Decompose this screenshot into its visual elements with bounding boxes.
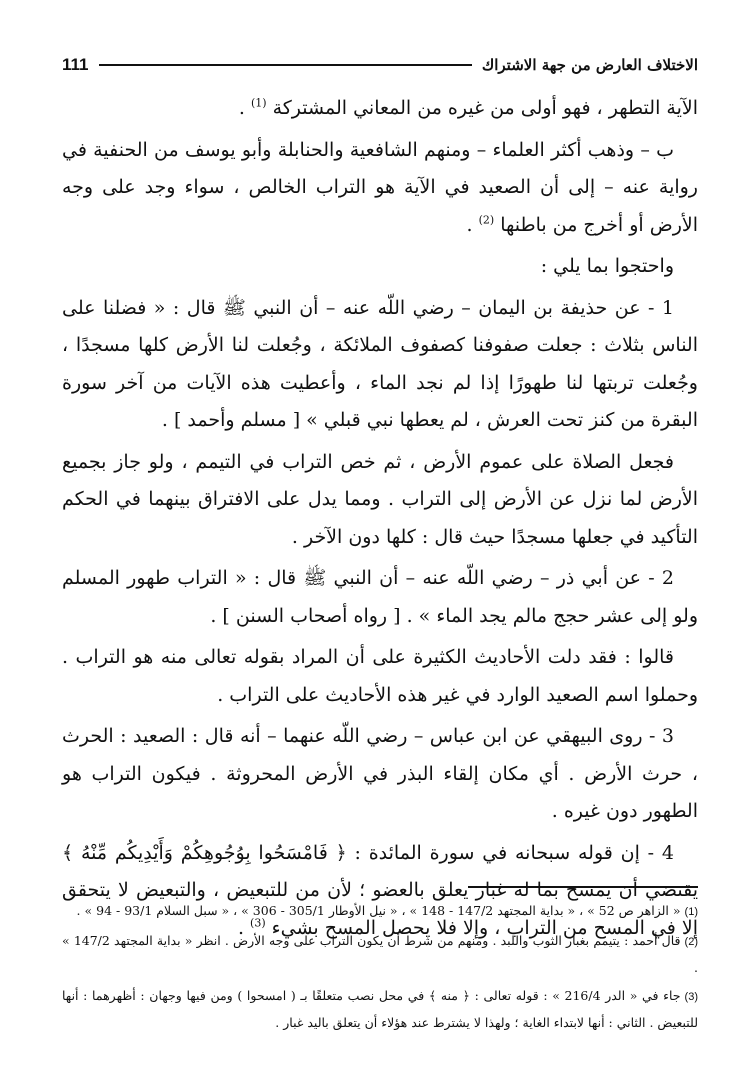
paragraph: 3 - روى البيهقي عن ابن عباس – رضي اللّه عنهما – أنه قال : الصعيد : الحرث ، حرث الأرض . أي مكان إلقاء البذر في الأرض المحروثة . فيكون التراب هو الطهور دون غيره . [62, 725, 698, 822]
paragraph: ب – وذهب أكثر العلماء – ومنهم الشافعية والحنابلة وأبو يوسف من الحنفية في رواية عنه – إلى أن الصعيد في الآية هو التراب الخالص ، سواء وجد على وجه الأرض أو أخرج من باطنها $^{(2)}$ . [62, 138, 698, 236]
paragraph: 2 - عن أبي ذر – رضي اللّه عنه – أن النبي ﷺ قال : « التراب طهور المسلم ولو إلى عشر حجج مالم يجد الماء » . [ رواه أصحاب السنن ] . [62, 567, 698, 627]
footnote: (2)قال أحمد : يتيمم بغبار الثوب واللبد . ومنهم من شرط أن يكون التراب على وجه الأرض . انظر « بداية المجتهد 147/2 » . [62, 933, 698, 975]
footnotes [62, 898, 698, 1038]
footnote-ref: (3) [250, 916, 266, 930]
running-title: الاختلاف العارض من جهة الاشتراك [481, 56, 698, 74]
running-header [62, 48, 698, 82]
footnote-ref: (2) [478, 213, 495, 227]
paragraph: 4 - إن قوله سبحانه في سورة المائدة : ﴿ فَامْسَحُوا بِوُجُوهِكُمْ وَأَيْدِيكُم مِّنْهُ ﴾ يقتضي أن يمسح بما له غبار يعلق بالعضو ؛ لأن من للتبعيض ، والتبعيض لا يتحقق إلا في المسح من التراب ، وإلا فلا يحصل المسح بشيء $^{(3)}$ . [62, 841, 698, 939]
paragraph: قالوا : فقد دلت الأحاديث الكثيرة على أن المراد بقوله تعالى منه هو التراب . وحملوا اسم الصعيد الوارد في غير هذه الأحاديث على التراب . [62, 646, 698, 706]
header-rule [99, 64, 472, 66]
footnote-divider [468, 886, 698, 888]
paragraph: 1 - عن حذيفة بن اليمان – رضي اللّه عنه – أن النبي ﷺ قال : « فضلنا على الناس بثلاث : جعلت صفوفنا كصفوف الملائكة ، وجُعلت لنا الأرض كلها مسجدًا ، وجُعلت تربتها لنا طهورًا إذا لم نجد الماء ، وأعطيت هذه الآيات من آخر سورة البقرة من كنز تحت العرش ، لم يعطها نبي قبلي » [ مسلم وأحمد ] . [62, 296, 698, 431]
book-page [62, 48, 698, 951]
paragraph: واحتجوا بما يلي : [540, 255, 674, 277]
body-text [62, 90, 698, 947]
paragraph: الآية التطهر ، فهو أولى من غيره من المعاني المشتركة $^{(1)}$ . [238, 96, 698, 119]
footnote: (3)جاء في « الدر 216/4 » : قوله تعالى : ﴿ منه ﴾ في محل نصب متعلقًا بـ ( امسحوا ) ومن فيها وجهان : أظهرهما : أنها للتبعيض . الثاني : أنها لابتداء الغاية ؛ ولهذا لا يشترط عند هؤلاء أن يتعلق باليد غبار . [62, 988, 698, 1030]
page-number: 111 [62, 55, 89, 74]
paragraph: فجعل الصلاة على عموم الأرض ، ثم خص التراب في التيمم ، ولو جاز بجميع الأرض لما نزل عن الأرض إلى التراب . ومما يدل على الافتراق بينهما في الحكم التأكيد في جعلها مسجدًا حيث قال : كلها دون الآخر . [62, 450, 698, 548]
footnote-ref: (1) [250, 96, 267, 110]
footnote: (1)« الزاهر ص 52 » ، « بداية المجتهد 147/2 - 148 » ، « نيل الأوطار 305/1 - 306 » ، « سبل السلام 93/1 - 94 » . [76, 903, 698, 918]
